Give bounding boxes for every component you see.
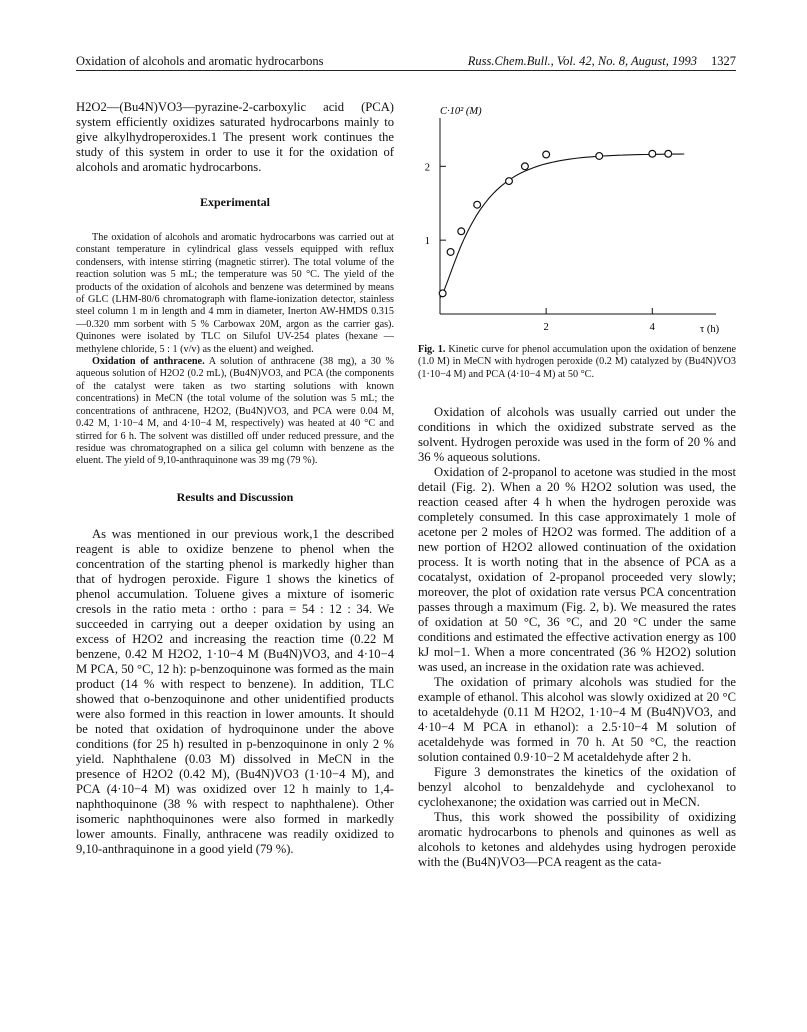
experimental-paragraph: The oxidation of alcohols and aromatic hydrocarbons was carried out at constant temperature in cylindrical glass vessels equipped with reflux condensers, with intense stirring (magnetic stirrer). The total volume of the reaction solution was 5 mL; the temperature was 50 °C. The yield of the products of the oxidation of alcohols and benzene was determined by means of GLC (LHM-80/6 chromatograph with flame-ionization detector, stainless steel column 1 m in length and 4 mm in diameter, Inerton AW-HMDS 0.315—0.320 mm sorbent with 5 % Carbowax 20M, argon as the carrier gas). Quinones were isolated by TLC on Silufol UV-254 plates (hexane — methylene chloride, 5 : 1 (v/v) as the eluent) and weighed. (76, 232, 394, 355)
kinetic-curve-line (440, 154, 684, 298)
x-axis-label: τ (h) (700, 324, 720, 335)
running-title: Oxidation of alcohols and aromatic hydrocarbons (76, 54, 324, 68)
anthracene-subheading: Oxidation of anthracene. (92, 356, 205, 368)
data-point (522, 163, 529, 170)
y-tick-label: 1 (424, 236, 430, 248)
anthracene-paragraph: Oxidation of anthracene. A solution of anthracene (38 mg), a 30 % aqueous solution of H2O2 (0.2 mL), (Bu4N)VO3, and PCA (the components of the catalyst were taken as two starting solutions with known concentrations) in MeCN (the total volume of the solution was 5 mL; the concentrations of anthracene, H2O2, (Bu4N)VO3, and PCA were 0.04 M, 0.42 M, 1·10−4 M, and 4·10−4 M, respectively) was heated at 40 °C and stirred for 6 h. The solvent was distilled off under reduced pressure, and the residue was chromatographed on a silica gel column with benzene as the eluent. The yield of 9,10-anthraquinone was 39 mg (79 %). (76, 356, 394, 467)
data-point (649, 150, 656, 157)
results-paragraph: As was mentioned in our previous work,1 the described reagent is able to oxidize benzene to phenol when the concentration of the starting phenol is markedly higher than that of hydrogen peroxide. Figure 1 shows the kinetics of phenol accumulation. Toluene gives a mixture of isomeric cresols in the ratio meta : ortho : para = 54 : 12 : 34. We succeeded in carrying out a deeper oxidation by using an excess of H2O2 and increasing the reaction time (0.22 M benzene, 0.42 M H2O2, 1·10−4 M (Bu4N)VO3, and 4·10−4 M PCA, 50 °C, 12 h): p-benzoquinone was formed as the main product (14 % with respect to benzene). In addition, TLC showed that o-benzoquinone and other unidentified products were also formed in this reaction in lower amounts. It should be noted that oxidation of hydroquinone under the above conditions (for 25 h) resulted in p-benzoquinone in only 2 % yield. Naphthalene (0.03 M) dissolved in MeCN in the presence of H2O2 (0.42 M), (Bu4N)VO3 (1·10−4 M), and PCA (4·10−4 M) was oxidized over 12 h mainly to 1,4-naphthoquinone (38 % with respect to naphthalene). Other isomeric naphthoquinones were also formed in markedly lower amounts. Finally, anthracene was readily oxidized to 9,10-anthraquinone in a good yield (79 %). (76, 526, 394, 856)
x-tick-label: 2 (543, 322, 549, 333)
journal-citation: Russ.Chem.Bull., Vol. 42, No. 8, August, 1993 (467, 54, 697, 68)
figure-1 (418, 100, 736, 338)
data-point (543, 151, 550, 158)
data-point (447, 249, 454, 256)
right-paragraph-4: Figure 3 demonstrates the kinetics of the oxidation of benzyl alcohol to benzaldehyde and cyclohexanol to cyclohexanone; the oxidation was carried out in MeCN. (418, 765, 736, 810)
kinetic-curve-chart (418, 100, 736, 338)
page-number: 1327 (711, 54, 736, 68)
experimental-heading: Experimental (200, 195, 270, 209)
data-point (458, 228, 465, 235)
y-axis-label: C·10² (M) (440, 106, 482, 117)
right-column (418, 100, 736, 870)
data-point (665, 150, 672, 157)
results-heading: Results and Discussion (176, 489, 294, 504)
right-paragraph-5: Thus, this work showed the possibility of oxidizing aromatic hydrocarbons to phenols and quinones as well as alcohols to ketones and aldehydes using hydrogen peroxide with the (Bu4N)VO3—PCA reagent as the cata- (418, 810, 736, 870)
right-paragraph-1: Oxidation of alcohols was usually carried out under the conditions in which the oxidized substrate served as the solvent. Hydrogen peroxide was used in the form of 20 % and 36 % aqueous solutions. (418, 405, 736, 465)
intro-paragraph: H2O2—(Bu4N)VO3—pyrazine-2-carboxylic acid (PCA) system efficiently oxidizes saturated hydrocarbons mainly to give alkylhydroperoxides.1 The present work continues the study of this system in order to use it for the oxidation of alcohols and aromatic hydrocarbons. (76, 100, 394, 174)
right-paragraph-3: The oxidation of primary alcohols was studied for the example of ethanol. This alcohol was slowly oxidized at 20 °C to acetaldehyde (0.11 M H2O2, 1·10−4 M (Bu4N)VO3, and 4·10−4 M PCA in ethanol): a 2.5·10−4 M solution of acetaldehyde was formed in 70 h. At 50 °C, the reaction solution contained 0.9·10−2 M acetaldehyde after 2 h. (418, 675, 736, 765)
x-tick-label: 4 (649, 322, 655, 333)
data-point (506, 178, 513, 185)
running-header (76, 54, 736, 71)
left-column (76, 100, 394, 857)
data-point (439, 290, 446, 297)
data-point (596, 153, 603, 160)
right-paragraph-2: Oxidation of 2-propanol to acetone was studied in the most detail (Fig. 2). When a 20 % H2O2 solution was used, the reaction ceased after 4 h when the hydrogen peroxide was completely consumed. In this case approximately 1 mole of acetone per 2 moles of H2O2 was formed. The addition of a new portion of H2O2 allowed continuation of the oxidation process. It is worth noting that in the absence of PCA as a cocatalyst, oxidation of 2-propanol proceeded very slowly; moreover, the plot of oxidation rate versus PCA concentration passes through a maximum (Fig. 2, b). We measured the rates of oxidation at 50 °C, 36 °C, and 20 °C under the same conditions and estimated the effective activation energy as 100 kJ mol−1. When a more concentrated (36 % H2O2) solution was used, an increase in the oxidation rate was achieved. (418, 465, 736, 675)
y-tick-label: 2 (424, 162, 430, 174)
caption-label: Fig. 1. (418, 344, 446, 355)
figure-caption: Fig. 1. Kinetic curve for phenol accumulation upon the oxidation of benzene (1.0 M) in MeCN with hydrogen peroxide (0.2 M) catalyzed by (Bu4N)VO3 (1·10−4 M) and PCA (4·10−4 M) at 50 °C. (418, 344, 737, 380)
data-point (474, 201, 481, 208)
